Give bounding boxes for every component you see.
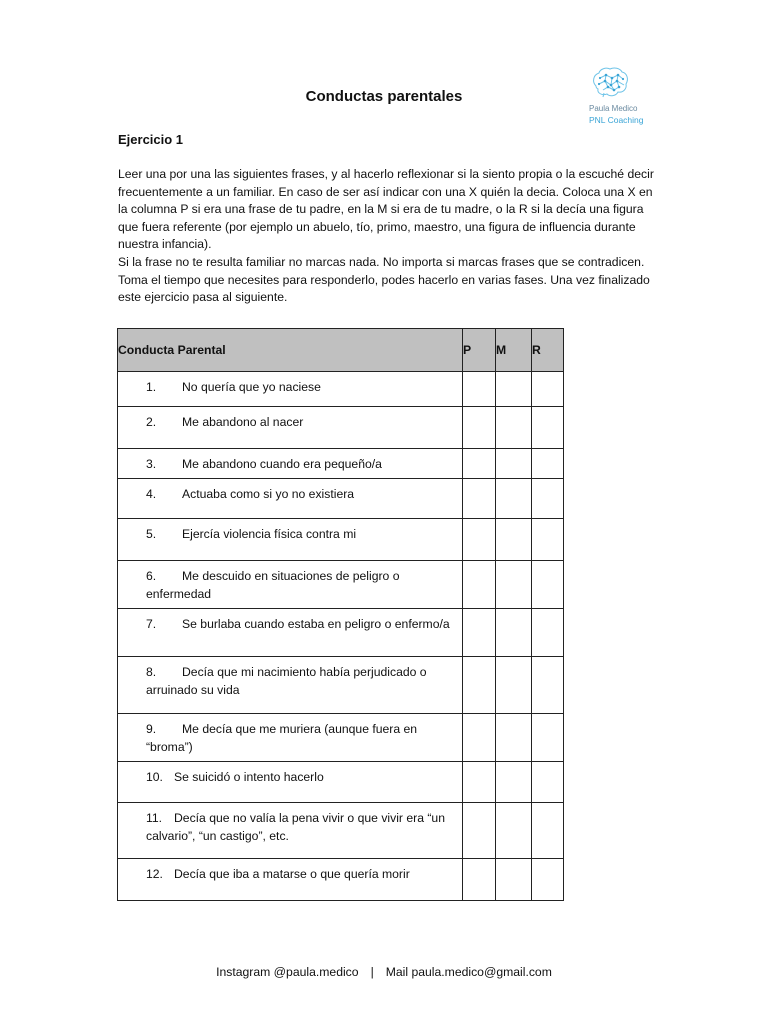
conduct-cell — [118, 372, 463, 407]
table-row — [118, 519, 564, 561]
mark-cell-m[interactable] — [496, 762, 532, 803]
instagram-handle: Instagram @paula.medico — [216, 965, 359, 979]
table-row — [118, 372, 564, 407]
table-row — [118, 657, 564, 714]
mark-cell-p[interactable] — [463, 519, 496, 561]
table-row — [118, 479, 564, 519]
mark-cell-p[interactable] — [463, 657, 496, 714]
page-footer — [0, 965, 768, 979]
conduct-cell — [118, 762, 463, 803]
row-number: 12. — [146, 867, 163, 881]
instructions — [118, 166, 663, 307]
row-text: Me abandono al nacer — [182, 415, 304, 429]
row-text: Se suicidó o intento hacerlo — [174, 770, 324, 784]
mark-cell-m[interactable] — [496, 561, 532, 609]
conduct-cell — [118, 407, 463, 449]
mark-cell-r[interactable] — [532, 609, 564, 657]
table-row — [118, 407, 564, 449]
row-number: 3. — [146, 457, 157, 471]
mark-cell-p[interactable] — [463, 561, 496, 609]
mark-cell-r[interactable] — [532, 561, 564, 609]
row-number: 5. — [146, 527, 157, 541]
table-row — [118, 859, 564, 901]
table-row — [118, 609, 564, 657]
mark-cell-r[interactable] — [532, 762, 564, 803]
row-text: Decía que mi nacimiento había perjudicado o arruinado su vida — [146, 665, 427, 697]
mark-cell-m[interactable] — [496, 449, 532, 479]
mark-cell-m[interactable] — [496, 479, 532, 519]
mark-cell-p[interactable] — [463, 372, 496, 407]
row-number: 2. — [146, 415, 157, 429]
row-text: Me decía que me muriera (aunque fuera en “broma”) — [146, 722, 418, 754]
table-row — [118, 803, 564, 859]
mark-cell-m[interactable] — [496, 859, 532, 901]
row-text: Actuaba como si yo no existiera — [182, 487, 355, 501]
exercise-title: Ejercicio 1 — [118, 132, 184, 147]
row-number: 9. — [146, 722, 157, 736]
mark-cell-r[interactable] — [532, 714, 564, 762]
conduct-cell — [118, 714, 463, 762]
row-text: Me abandono cuando era pequeño/a — [182, 457, 382, 471]
row-text: Decía que iba a matarse o que quería morir — [174, 867, 410, 881]
mark-cell-r[interactable] — [532, 449, 564, 479]
mark-cell-r[interactable] — [532, 657, 564, 714]
mark-cell-p[interactable] — [463, 609, 496, 657]
instructions-paragraph: Si la frase no te resulta familiar no marcas nada. No importa si marcas frases que se contradicen. Toma el tiempo que necesites para responderlo, podes hacerlo en varias fases. Una vez finalizado este ejercicio pasa al siguiente. — [118, 254, 650, 305]
row-number: 11. — [146, 811, 163, 825]
header-r: R — [532, 329, 564, 372]
mark-cell-r[interactable] — [532, 803, 564, 859]
conduct-cell — [118, 519, 463, 561]
mark-cell-m[interactable] — [496, 609, 532, 657]
header-conduct: Conducta Parental — [118, 329, 463, 372]
conduct-cell — [118, 657, 463, 714]
conduct-cell — [118, 609, 463, 657]
table-header-row — [118, 329, 564, 372]
mark-cell-m[interactable] — [496, 519, 532, 561]
mark-cell-p[interactable] — [463, 449, 496, 479]
conduct-cell — [118, 859, 463, 901]
row-number: 1. — [146, 380, 157, 394]
instructions-paragraph: Leer una por una las siguientes frases, y al hacerlo reflexionar si la siento propia o la escuché decir frecuentemente a un familiar. En caso de ser así indicar con una X quién la decia. Coloca una X en la columna P si era una frase de tu padre, en la M si era de tu madre, o la R si la decía una figura que fuera referente (por ejemplo un abuelo, tío, primo, maestro, una figura de influencia durante nuestra infancia). — [118, 167, 654, 252]
mark-cell-r[interactable] — [532, 479, 564, 519]
conduct-cell — [118, 561, 463, 609]
table-row — [118, 762, 564, 803]
row-number: 4. — [146, 487, 157, 501]
row-number: 6. — [146, 569, 157, 583]
mark-cell-p[interactable] — [463, 803, 496, 859]
mark-cell-m[interactable] — [496, 803, 532, 859]
parental-conduct-table — [117, 328, 564, 901]
page-title: Conductas parentales — [305, 88, 463, 105]
mark-cell-p[interactable] — [463, 859, 496, 901]
header-m: M — [496, 329, 532, 372]
mark-cell-r[interactable] — [532, 372, 564, 407]
mark-cell-p[interactable] — [463, 762, 496, 803]
contact-email: Mail paula.medico@gmail.com — [385, 965, 552, 979]
row-text: Se burlaba cuando estaba en peligro o enfermo/a — [182, 617, 450, 631]
mark-cell-m[interactable] — [496, 657, 532, 714]
row-text: No quería que yo naciese — [182, 380, 321, 394]
row-number: 10. — [146, 770, 163, 784]
table-row — [118, 714, 564, 762]
row-text: Decía que no valía la pena vivir o que vivir era “un calvario”, “un castigo”, etc. — [146, 811, 445, 843]
row-number: 7. — [146, 617, 157, 631]
row-text: Me descuido en situaciones de peligro o enfermedad — [146, 569, 400, 601]
mark-cell-p[interactable] — [463, 714, 496, 762]
header-p: P — [463, 329, 496, 372]
row-number: 8. — [146, 665, 157, 679]
conduct-cell — [118, 479, 463, 519]
mark-cell-m[interactable] — [496, 372, 532, 407]
logo-name: Paula Medico — [589, 104, 638, 113]
mark-cell-r[interactable] — [532, 407, 564, 449]
mark-cell-p[interactable] — [463, 407, 496, 449]
mark-cell-r[interactable] — [532, 519, 564, 561]
logo-tagline: PNL Coaching — [589, 115, 644, 125]
footer-separator: | — [370, 965, 374, 979]
conduct-cell — [118, 803, 463, 859]
mark-cell-m[interactable] — [496, 407, 532, 449]
table-row — [118, 449, 564, 479]
mark-cell-m[interactable] — [496, 714, 532, 762]
mark-cell-r[interactable] — [532, 859, 564, 901]
mark-cell-p[interactable] — [463, 479, 496, 519]
row-text: Ejercía violencia física contra mi — [182, 527, 357, 541]
table-row — [118, 561, 564, 609]
conduct-cell — [118, 449, 463, 479]
